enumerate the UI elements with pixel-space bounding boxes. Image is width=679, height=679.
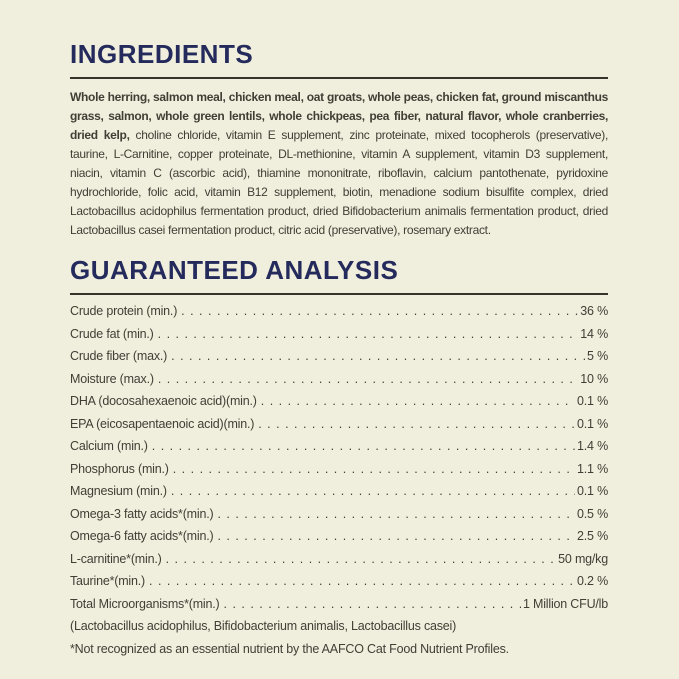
analysis-row-value: 10 % xyxy=(580,371,608,386)
analysis-row-value: 0.1 % xyxy=(577,484,608,498)
dot-leader xyxy=(171,480,575,503)
analysis-row-value: 36 % xyxy=(580,304,608,318)
analysis-row-value: 14 % xyxy=(580,326,608,341)
analysis-row-value: 50 mg/kg xyxy=(558,551,608,566)
dot-leader xyxy=(152,435,575,458)
guaranteed-analysis-divider xyxy=(70,293,608,295)
ingredients-title: INGREDIENTS xyxy=(70,39,254,69)
analysis-row xyxy=(70,480,608,503)
analysis-row xyxy=(70,593,608,616)
dot-leader xyxy=(158,368,578,391)
analysis-row xyxy=(70,323,608,346)
dot-leader xyxy=(166,548,557,571)
analysis-row-value: 0.2 % xyxy=(577,574,608,588)
dot-leader xyxy=(171,345,585,368)
analysis-row xyxy=(70,435,608,458)
analysis-row-label: Taurine*(min.) xyxy=(70,574,146,588)
aafco-footnote: *Not recognized as an essential nutrient by the AAFCO Cat Food Nutrient Profiles. xyxy=(70,641,509,656)
ingredients-secondary-list: choline chloride, vitamin E supplement, zinc proteinate, mixed tocopherols (preservative), taurine, L-Carnitine, copper proteinate, DL-methionine, vitamin A supplement, vitamin D3 supplement, niacin, vitamin C (ascorbic acid), thiamine mononitrate, riboflavin, calcium pantothenate, pyridoxine hydrochloride, folic acid, vitamin B12 supplement, biotin, menadione sodium bisulfite complex, dried Lactobacillus acidophilus fermentation product, dried Bifidobacterium animalis fermentation product, dried Lactobacillus casei fermentation product, citric acid (preservative), rosemary extract. xyxy=(70,128,608,237)
analysis-row-value: 0.1 % xyxy=(577,416,608,431)
analysis-row-value: 1.4 % xyxy=(577,439,608,453)
analysis-row-label: Magnesium (min.) xyxy=(70,484,167,498)
ingredients-divider xyxy=(70,77,608,79)
analysis-row-label: Crude fiber (max.) xyxy=(70,349,168,363)
guaranteed-analysis-section xyxy=(70,256,608,660)
analysis-row xyxy=(70,458,608,481)
analysis-row-value: 5 % xyxy=(587,349,608,363)
analysis-row-label: EPA (eicosapentaenoic acid)(min.) xyxy=(70,416,255,431)
analysis-row xyxy=(70,525,608,548)
analysis-row-value: 0.1 % xyxy=(577,394,608,408)
ingredients-section xyxy=(70,40,608,240)
dot-leader xyxy=(217,503,575,526)
dot-leader xyxy=(217,525,575,548)
analysis-row xyxy=(70,300,608,323)
dot-leader xyxy=(181,300,578,323)
analysis-row xyxy=(70,413,608,436)
analysis-row-label: Crude protein (min.) xyxy=(70,304,178,318)
guaranteed-analysis-title: GUARANTEED ANALYSIS xyxy=(70,255,399,285)
dot-leader xyxy=(149,570,575,593)
dot-leader xyxy=(261,390,575,413)
analysis-row-value: 2.5 % xyxy=(577,529,608,543)
analysis-row-label: Crude fat (min.) xyxy=(70,326,154,341)
analysis-row-value: 0.5 % xyxy=(577,506,608,521)
dot-leader xyxy=(224,593,521,616)
analysis-row-value: 1 Million CFU/lb xyxy=(522,596,608,611)
analysis-row-label: Omega-3 fatty acids*(min.) xyxy=(70,506,214,521)
analysis-row xyxy=(70,570,608,593)
analysis-row xyxy=(70,368,608,391)
analysis-row-label: Total Microorganisms*(min.) xyxy=(70,596,220,611)
analysis-row-label: Omega-6 fatty acids*(min.) xyxy=(70,529,214,543)
analysis-row-label: Calcium (min.) xyxy=(70,439,148,453)
analysis-row xyxy=(70,548,608,571)
analysis-row xyxy=(70,390,608,413)
analysis-row-label: L-carnitine*(min.) xyxy=(70,551,162,566)
analysis-row xyxy=(70,345,608,368)
analysis-row-label: DHA (docosahexaenoic acid)(min.) xyxy=(70,394,257,408)
analysis-table xyxy=(70,300,608,615)
dot-leader xyxy=(258,413,575,436)
analysis-row-value: 1.1 % xyxy=(577,461,608,476)
microorganisms-detail: (Lactobacillus acidophilus, Bifidobacterium animalis, Lactobacillus casei) xyxy=(70,619,457,633)
analysis-row-label: Phosphorus (min.) xyxy=(70,461,169,476)
ingredients-text xyxy=(70,88,608,240)
analysis-row xyxy=(70,503,608,526)
dot-leader xyxy=(158,323,579,346)
dot-leader xyxy=(173,458,575,481)
ingredients-primary-list: Whole herring, salmon meal, chicken meal, oat groats, whole peas, chicken fat, ground miscanthus grass, salmon, whole green lentils, whole chickpeas, pea fiber, natural flavor, whole cranberries, dried kelp, xyxy=(70,90,608,142)
analysis-row-label: Moisture (max.) xyxy=(70,371,154,386)
